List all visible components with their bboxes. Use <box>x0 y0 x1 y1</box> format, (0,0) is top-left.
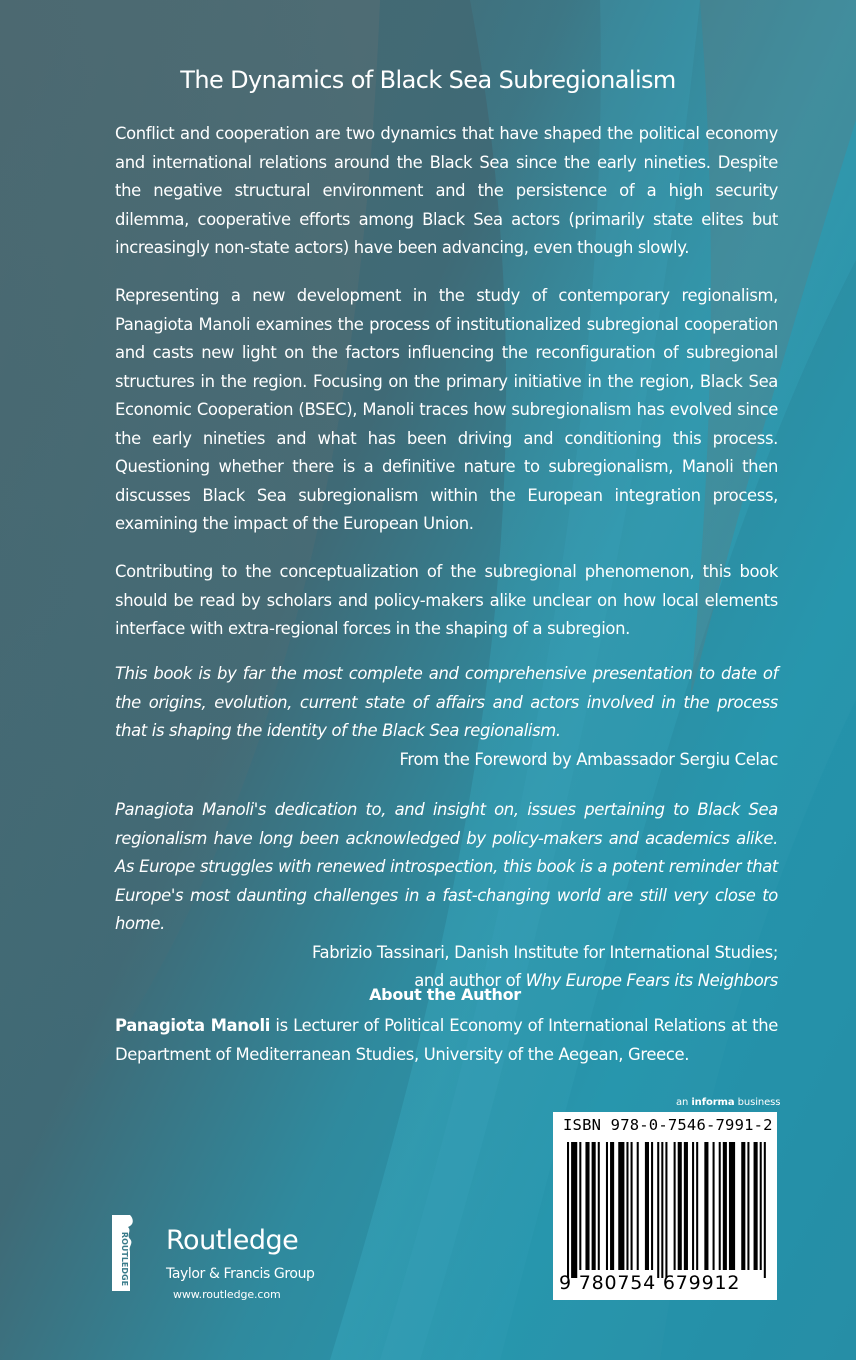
description-paragraph-1: Conflict and cooperation are two dynamics that have shaped the political economy and international relations around the Black Sea since the early nineties. Despite the negative structural environment and the persistence of a high security dilemma, cooperative efforts among Black Sea actors (primarily state elites but increasingly non-state actors) have been advancing, even though slowly. <box>115 124 778 257</box>
barcode-bar <box>674 1142 676 1270</box>
barcode-bar <box>661 1142 663 1278</box>
barcode-bar <box>598 1142 600 1270</box>
informa-brand: informa <box>691 1097 735 1108</box>
barcode-bar <box>713 1142 715 1270</box>
barcode-bar <box>719 1142 721 1270</box>
isbn-barcode <box>553 1112 777 1300</box>
barcode-bar <box>606 1142 608 1270</box>
barcode-bar <box>626 1142 628 1270</box>
publisher-group: Taylor & Francis Group <box>166 1266 315 1282</box>
quote-attribution: Fabrizio Tassinari, Danish Institute for International Studies; <box>311 942 778 962</box>
book-title: The Dynamics of Black Sea Subregionalism <box>180 66 676 94</box>
quote-attribution: From the Foreword by Ambassador Sergiu Celac <box>399 749 778 769</box>
endorsement-quote-2 <box>115 796 778 996</box>
informa-business-tagline <box>676 1097 780 1108</box>
barcode-bar <box>618 1142 624 1270</box>
barcode-bar <box>592 1142 596 1270</box>
quote-text: This book is by far the most complete and comprehensive presentation to date of the origins, evolution, current state of affairs and actors involved in the process that is shaping the identity of the Black Sea regionalism. <box>115 664 778 740</box>
barcode-bar <box>657 1142 659 1278</box>
svg-text:ROUTLEDGE: ROUTLEDGE <box>120 1231 129 1287</box>
about-author-heading: About the Author <box>369 985 521 1004</box>
description-paragraph-2: Representing a new development in the study of contemporary regionalism, Panagiota Manoli examines the process of institutionalized subregional cooperation and casts new light on the factors influencing the reconfiguration of subregional structures in the region. Focusing on the primary initiative in the region, Black Sea Economic Cooperation (BSEC), Manoli traces how subregionalism has evolved since the early nineties and what has been driving and conditioning this process. Questioning whether there is a definitive nature to subregionalism, Manoli then discusses Black Sea subregionalism within the European integration process, examining the impact of the European Union. <box>115 286 778 533</box>
barcode-bar <box>645 1142 649 1270</box>
author-name: Panagiota Manoli <box>115 1016 271 1035</box>
barcode-bar <box>585 1142 589 1270</box>
barcode-bar <box>651 1142 653 1270</box>
endorsement-quote-1 <box>115 660 778 774</box>
barcode-bar <box>684 1142 688 1270</box>
attribution-prefix: and author of <box>414 971 526 990</box>
informa-suffix: business <box>734 1097 781 1108</box>
isbn-label: ISBN 978-0-7546-7991-2 <box>563 1116 773 1134</box>
barcode-bar <box>637 1142 639 1270</box>
barcode-bar <box>741 1142 745 1270</box>
barcode-bar <box>692 1142 694 1270</box>
barcode-bar <box>665 1142 667 1278</box>
barcode-bar <box>571 1142 577 1278</box>
barcode-bar <box>610 1142 614 1270</box>
description-paragraph-3: Contributing to the conceptualization of the subregional phenomenon, this book should be read by scholars and policy-makers alike unclear on how local elements interface with extra-regional forces in the shaping of a subregion. <box>115 562 778 638</box>
quote-text: Panagiota Manoli's dedication to, and insight on, issues pertaining to Black Sea regionalism have long been acknowledged by policy-makers and academics alike. As Europe struggles with renewed introspection, this book is a potent reminder that Europe's most daunting challenges in a fast-changing world are still very close to home. <box>115 800 778 933</box>
barcode-bar <box>696 1142 698 1270</box>
barcode-digits: 9 780754 679912 <box>559 1272 741 1294</box>
barcode-bar <box>747 1142 749 1270</box>
barcode-bar <box>678 1142 682 1270</box>
barcode-bar <box>754 1142 758 1270</box>
barcode-bar <box>764 1142 766 1278</box>
barcode-bar <box>631 1142 633 1270</box>
barcode-bar <box>567 1142 569 1278</box>
routledge-logo-icon <box>110 1213 136 1293</box>
informa-prefix: an <box>676 1097 692 1108</box>
barcode-bar <box>579 1142 581 1270</box>
about-author-text <box>115 1012 778 1069</box>
barcode-bar <box>704 1142 708 1270</box>
publisher-name: Routledge <box>166 1225 299 1256</box>
author-bio: is Lecturer of Political Economy of International Relations at the Department of Mediterranean Studies, University of the Aegean, Greece. <box>115 1016 778 1064</box>
attribution-book-title: Why Europe Fears its Neighbors <box>525 971 778 990</box>
barcode-bar <box>729 1142 735 1270</box>
barcode-bar <box>760 1142 762 1270</box>
publisher-url: www.routledge.com <box>173 1288 281 1301</box>
barcode-bar <box>723 1142 727 1270</box>
